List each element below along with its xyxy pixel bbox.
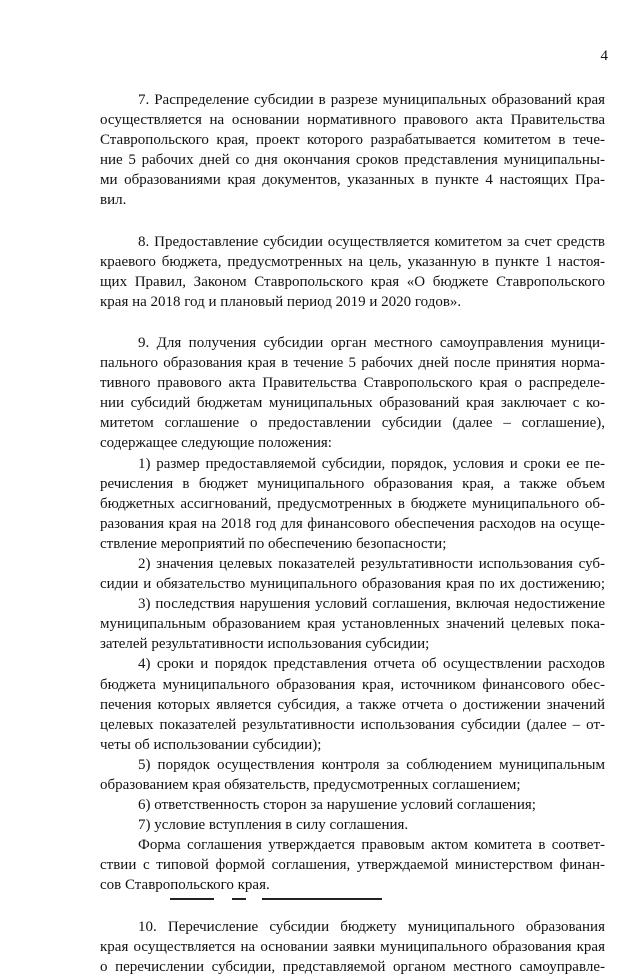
text-line: краевого бюджета, предусмотренных на цель, указанную в пункте 1 настоя- [100, 253, 605, 270]
text-line: ние 5 рабочих дней со дня окончания сроков представления муниципальны- [100, 152, 605, 169]
text-line: бюджета муниципального образования края, источником финансового обес- [100, 676, 605, 693]
text-line: тивного правового акта Правительства Ставропольского края о распределе- [100, 375, 605, 392]
text-line: осуществляется на основании нормативного правового акта Правительства [100, 112, 605, 129]
paragraph-gap [100, 312, 605, 333]
page-number: 4 [600, 48, 608, 64]
text-line: 10. Перечисление субсидии бюджету муниципального образования [138, 918, 605, 935]
text-line: 9. Для получения субсидии орган местного самоуправления муници- [138, 334, 605, 351]
text-line: сидии и обязательство муниципального образования края по их достижению; [100, 576, 605, 593]
text-line: 7) условие вступления в силу соглашения. [138, 817, 409, 834]
text-line: пального образования края в течение 5 рабочих дней после принятия норма- [100, 355, 605, 372]
text-line: содержащее следующие положения: [100, 435, 332, 452]
footer-rule-right [262, 898, 382, 900]
text-line: печения которых является субсидия, а также отчета о достижении значений [100, 696, 605, 713]
text-line: щих Правил, Законом Ставропольского края «О бюджете Ставропольского [100, 273, 605, 290]
text-line: 3) последствия нарушения условий соглашения, включая недостижение [138, 596, 605, 613]
text-line: муниципальным образованием края установленных значений целевых пока- [100, 616, 605, 633]
paragraph-gap [100, 211, 605, 232]
text-line: нии субсидий бюджетам муниципальных образований края заключает с ко- [100, 395, 605, 412]
text-line: 6) ответственность сторон за нарушение условий соглашения; [138, 797, 536, 814]
text-line: зателей результативности использования субсидии; [100, 636, 430, 653]
text-line: 5) порядок осуществления контроля за соблюдением муниципальным [138, 756, 605, 773]
text-line: митетом соглашение о предоставлении субсидии (далее – соглашение), [100, 415, 605, 432]
text-line: речисления в бюджет муниципального образования края, а также объем [100, 475, 605, 492]
text-line: разования края на 2018 год для финансового обеспечения расходов на осуще- [100, 515, 605, 532]
text-line: 4) сроки и порядок представления отчета об осуществлении расходов [138, 656, 605, 673]
footer-rule-left [170, 898, 214, 900]
text-line: образованием края обязательств, предусмотренных соглашением; [100, 777, 521, 793]
text-line: ствии с типовой формой соглашения, утверждаемой министерством финан- [100, 857, 605, 874]
text-line: ми образованиями края документов, указанных в пункте 4 настоящих Пра- [100, 172, 605, 189]
text-line: бюджетных ассигнований, предусмотренных в бюджете муниципального об- [100, 495, 605, 512]
document-body [100, 90, 605, 977]
text-line: о перечислении субсидии, представляемой органом местного самоуправле- [100, 958, 605, 975]
text-line: целевых показателей результативности использования субсидии (далее – от- [100, 716, 605, 733]
text-line: Ставропольского края, проект которого разрабатывается комитетом в тече- [100, 132, 605, 149]
text-line: ствление мероприятий по обеспечению безопасности; [100, 535, 447, 552]
footer-rule-mid [232, 898, 246, 900]
text-line: края осуществляется на основании заявки муниципального образования края [100, 938, 605, 955]
text-line: 7. Распределение субсидии в разрезе муниципальных образований края [138, 92, 605, 108]
text-line: 8. Предоставление субсидии осуществляется комитетом за счет средств [138, 233, 605, 250]
text-line: края на 2018 год и плановый период 2019 и 2020 годов». [100, 293, 462, 310]
text-line: 2) значения целевых показателей результативности использования суб- [138, 555, 605, 572]
text-line: вил. [100, 192, 127, 209]
text-line: сов Ставропольского края. [100, 877, 270, 894]
text-line: 1) размер предоставляемой субсидии, порядок, условия и сроки ее пе- [138, 455, 605, 472]
text-line: Форма соглашения утверждается правовым актом комитета в соответ- [138, 837, 605, 854]
text-line: четы об использовании субсидии); [100, 736, 322, 753]
